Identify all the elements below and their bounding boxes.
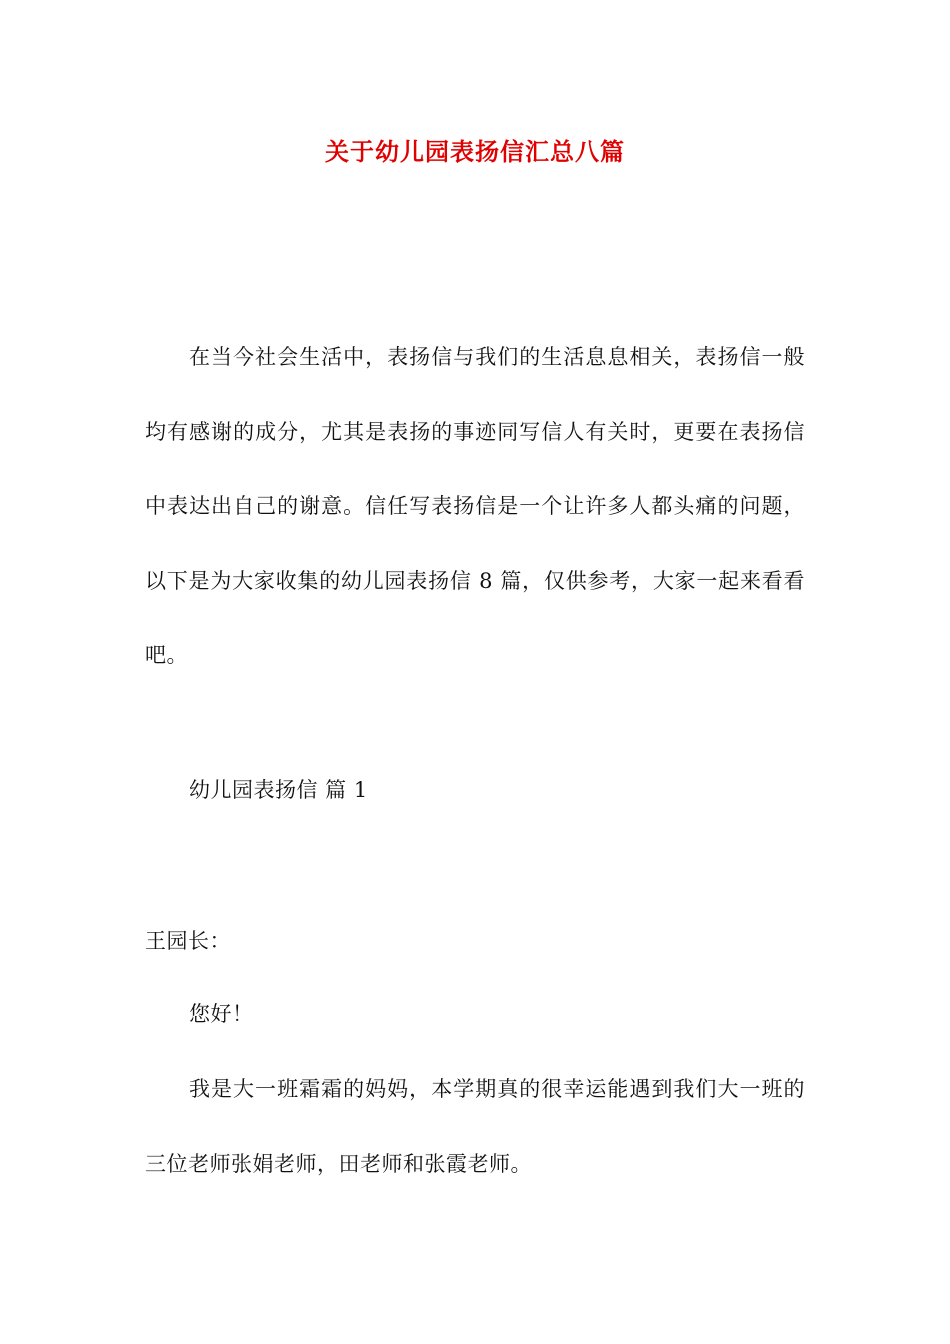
intro-paragraph [145, 320, 805, 693]
letter-body [145, 1052, 805, 1201]
intro-text: 在当今社会生活中，表扬信与我们的生活息息相关，表扬信一般均有感谢的成分，尤其是表扬的事迹同写信人有关时，更要在表扬信中表达出自己的谢意。信任写表扬信是一个让许多人都头痛的问题，以下是为大家收集的幼儿园表扬信 8 篇，仅供参考，大家一起来看看吧。 [145, 345, 805, 667]
letter-salutation: 您好！ [189, 1002, 254, 1026]
letter-greeting: 王园长： [145, 929, 231, 953]
letter-paragraph-1: 我是大一班霜霜的妈妈，本学期真的很幸运能遇到我们大一班的三位老师张娟老师，田老师和张霞老师。 [145, 1077, 805, 1176]
document-title: 关于幼儿园表扬信汇总八篇 [325, 137, 625, 166]
section-heading-1: 幼儿园表扬信 篇 1 [189, 778, 368, 802]
